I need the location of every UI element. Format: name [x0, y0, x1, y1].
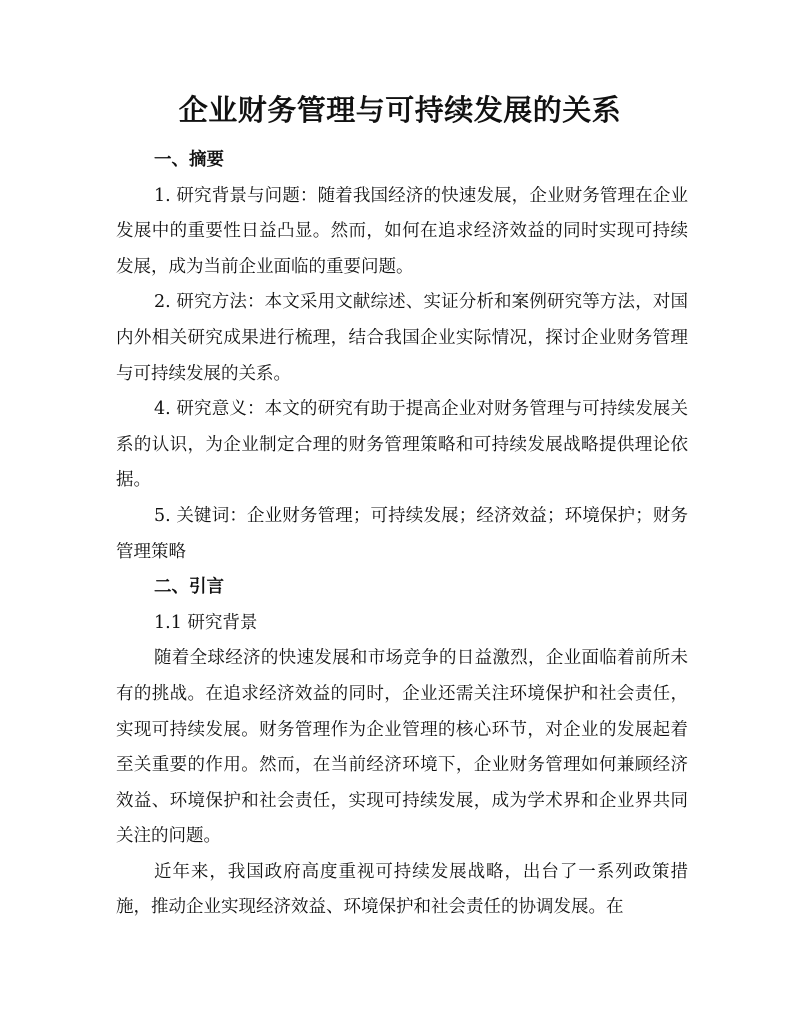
document-title: 企业财务管理与可持续发展的关系	[178, 93, 622, 127]
paragraph-keywords: 5. 关键词：企业财务管理；可持续发展；经济效益；环境保护；财务管理策略	[116, 505, 688, 562]
subsection-heading-background: 1.1 研究背景	[154, 612, 258, 633]
paragraph-intro-2: 近年来，我国政府高度重视可持续发展战略，出台了一系列政策措施，推动企业实现经济效益、环境保护和社会责任的协调发展。在	[116, 861, 688, 918]
paragraph-background: 1. 研究背景与问题：随着我国经济的快速发展，企业财务管理在企业发展中的重要性日益凸显。然而，如何在追求经济效益的同时实现可持续发展，成为当前企业面临的重要问题。	[116, 185, 688, 277]
paragraph-intro-1: 随着全球经济的快速发展和市场竞争的日益激烈，企业面临着前所未有的挑战。在追求经济效益的同时，企业还需关注环境保护和社会责任，实现可持续发展。财务管理作为企业管理的核心环节，对企业的发展起着至关重要的作用。然而，在当前经济环境下，企业财务管理如何兼顾经济效益、环境保护和社会责任，实现可持续发展，成为学术界和企业界共同关注的问题。	[116, 648, 688, 847]
section-heading-introduction: 二、引言	[154, 577, 224, 598]
document-body	[116, 143, 688, 926]
paragraph-methods: 2. 研究方法：本文采用文献综述、实证分析和案例研究等方法，对国内外相关研究成果进行梳理，结合我国企业实际情况，探讨企业财务管理与可持续发展的关系。	[116, 292, 688, 384]
section-heading-abstract: 一、摘要	[154, 150, 224, 170]
paragraph-significance: 4. 研究意义：本文的研究有助于提高企业对财务管理与可持续发展关系的认识，为企业制定合理的财务管理策略和可持续发展战略提供理论依据。	[116, 399, 688, 491]
